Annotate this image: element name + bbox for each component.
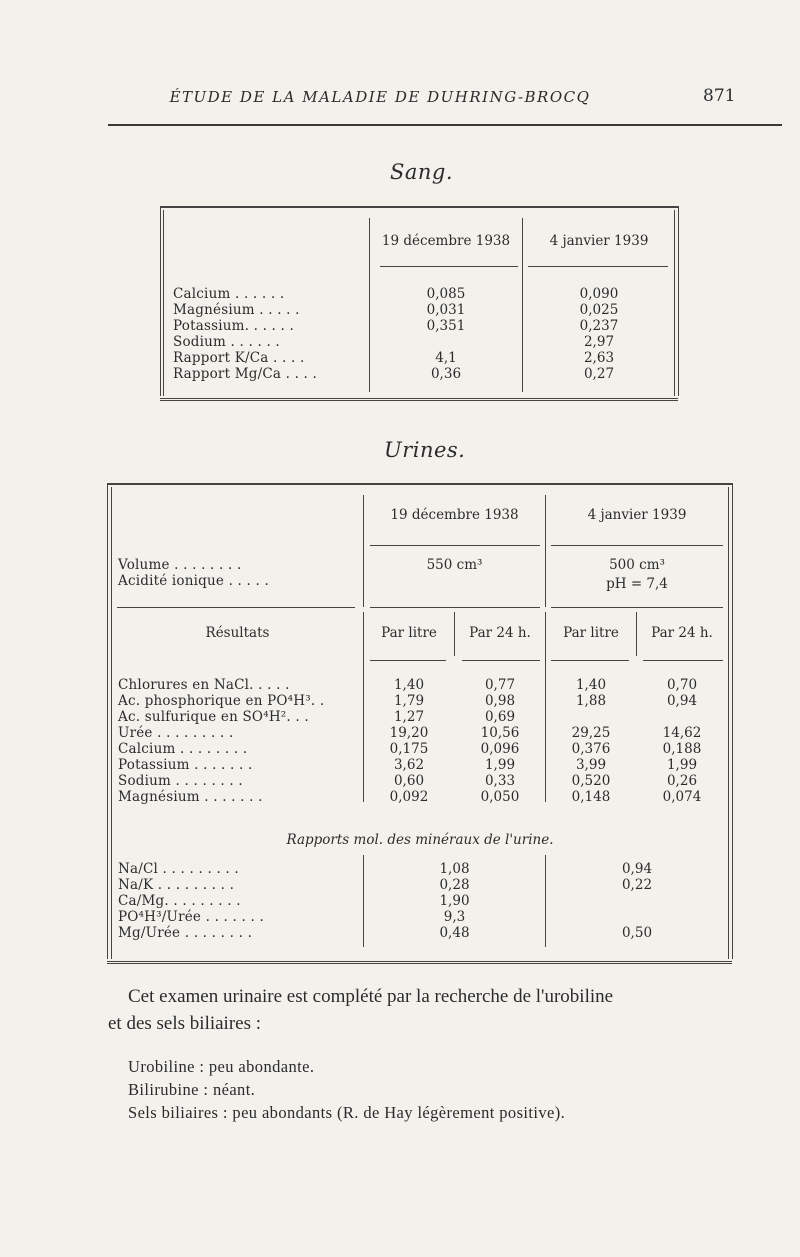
sang-row-label: Rapport K/Ca . . . . (173, 350, 305, 366)
volume-value-2: 500 cm³ (609, 557, 665, 573)
urobiline-line: Urobiline : peu abondante. (128, 1057, 315, 1076)
rapport-value: 0,94 (621, 861, 653, 877)
urines-value: 1,99 (666, 757, 698, 773)
par-litre-header: Par litre (381, 625, 437, 641)
urines-row-label: Potassium . . . . . . . (118, 757, 253, 773)
sang-section-title: Sang. (390, 160, 454, 184)
rapport-value: 9,3 (443, 909, 466, 925)
rapport-value: 0,28 (439, 877, 470, 893)
urines-value: 0,188 (662, 741, 702, 757)
sang-value: 2,97 (583, 334, 615, 350)
urines-value: 14,62 (662, 725, 702, 741)
sang-row-label: Magnésium . . . . . (173, 302, 300, 318)
rapports-title: Rapports mol. des minéraux de l'urine. (286, 832, 554, 848)
sels-biliaires-line: Sels biliaires : peu abondants (R. de Hay légèrement positive). (128, 1103, 566, 1122)
urines-value: 0,60 (393, 773, 425, 789)
page-number: 871 (703, 86, 736, 106)
sang-col2-header: 4 janvier 1939 (549, 233, 649, 249)
sang-col1-header: 19 décembre 1938 (381, 233, 511, 249)
sang-row-label: Sodium . . . . . . (173, 334, 280, 350)
header-rule (108, 124, 782, 126)
acidite-label: Acidité ionique . . . . . (118, 573, 269, 589)
rapport-value: 0,48 (439, 925, 470, 941)
sang-value: 4,1 (435, 350, 457, 366)
urines-value: 0,175 (389, 741, 429, 757)
sang-row-label: Calcium . . . . . . (173, 286, 285, 302)
urines-section-title: Urines. (384, 438, 466, 462)
urines-value: 0,69 (484, 709, 516, 725)
urines-value: 0,092 (389, 789, 429, 805)
running-header-title: ÉTUDE DE LA MALADIE DE DUHRING-BROCQ (169, 88, 591, 106)
urines-row-label: Calcium . . . . . . . . (118, 741, 248, 757)
par-24h-header: Par 24 h. (469, 625, 531, 641)
par-24h-header: Par 24 h. (651, 625, 713, 641)
sang-value: 0,351 (426, 318, 466, 334)
sang-value: 0,237 (579, 318, 619, 334)
rapport-row-label: PO⁴H³/Urée . . . . . . . (118, 909, 264, 925)
rapport-row-label: Mg/Urée . . . . . . . . (118, 925, 253, 941)
urines-row-label: Magnésium . . . . . . . (118, 789, 263, 805)
urines-col1-header: 19 décembre 1938 (390, 507, 519, 523)
sang-row-label: Rapport Mg/Ca . . . . (173, 366, 318, 382)
urines-row-label: Sodium . . . . . . . . (118, 773, 243, 789)
urines-value: 0,096 (480, 741, 520, 757)
bilirubine-line: Bilirubine : néant. (128, 1080, 256, 1099)
urines-value: 0,148 (571, 789, 611, 805)
urines-value: 1,40 (575, 677, 607, 693)
urines-value: 29,25 (571, 725, 611, 741)
volume-value-1: 550 cm³ (426, 557, 483, 573)
urines-row-label: Chlorures en NaCl. . . . . (118, 677, 290, 693)
ph-value-2: pH = 7,4 (606, 576, 668, 592)
sang-value: 0,27 (583, 366, 615, 382)
rapport-row-label: Ca/Mg. . . . . . . . . (118, 893, 241, 909)
sang-value: 0,090 (579, 286, 619, 302)
rapport-value: 1,90 (439, 893, 470, 909)
urines-value: 0,94 (666, 693, 698, 709)
rapport-value: 0,22 (621, 877, 653, 893)
urines-value: 0,33 (484, 773, 516, 789)
urines-value: 19,20 (389, 725, 429, 741)
urines-value: 10,56 (480, 725, 520, 741)
sang-value: 0,025 (579, 302, 619, 318)
volume-label: Volume . . . . . . . . (118, 557, 242, 573)
urines-value: 3,99 (575, 757, 607, 773)
urines-row-label: Urée . . . . . . . . . (118, 725, 234, 741)
urines-value: 1,99 (484, 757, 516, 773)
paragraph-line: Cet examen urinaire est complété par la recherche de l'urobiline (128, 986, 614, 1007)
urines-value: 0,074 (662, 789, 702, 805)
urines-row-label: Ac. phosphorique en PO⁴H³. . (118, 693, 325, 709)
urines-value: 3,62 (393, 757, 425, 773)
urines-value: 1,27 (393, 709, 425, 725)
urines-value: 0,376 (571, 741, 611, 757)
rapport-value: 1,08 (439, 861, 470, 877)
sang-value: 0,36 (430, 366, 462, 382)
urines-value: 0,26 (666, 773, 698, 789)
sang-value: 0,085 (426, 286, 466, 302)
urines-value: 0,98 (484, 693, 516, 709)
urines-value: 1,40 (393, 677, 425, 693)
sang-value: 2,63 (583, 350, 615, 366)
sang-row-label: Potassium. . . . . . (173, 318, 295, 334)
urines-value: 0,520 (571, 773, 611, 789)
urines-value: 0,050 (480, 789, 520, 805)
paragraph-line: et des sels biliaires : (108, 1013, 262, 1034)
sang-value: 0,031 (426, 302, 466, 318)
urines-value: 0,77 (484, 677, 516, 693)
rapport-row-label: Na/Cl . . . . . . . . . (118, 861, 239, 877)
urines-col2-header: 4 janvier 1939 (587, 507, 687, 523)
rapport-value: 0,50 (621, 925, 653, 941)
par-litre-header: Par litre (563, 625, 619, 641)
rapport-row-label: Na/K . . . . . . . . . (118, 877, 235, 893)
urines-value: 0,70 (666, 677, 698, 693)
urines-value: 1,88 (575, 693, 607, 709)
urines-value: 1,79 (393, 693, 425, 709)
urines-row-label: Ac. sulfurique en SO⁴H². . . (118, 709, 309, 725)
resultats-label: Résultats (205, 625, 270, 641)
